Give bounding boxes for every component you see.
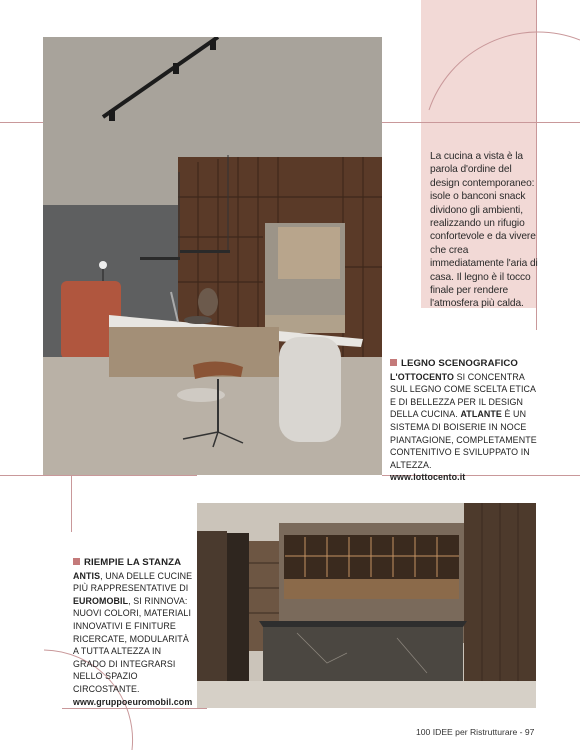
rule-top-left [0,122,43,123]
kitchen-euromobil-photo [197,503,536,708]
product-name: ANTIS [73,570,101,581]
intro-text: La cucina a vista è la parola d'ordine del design contemporaneo: isole o banconi snack dividono gli ambienti, realizzando un rifugio confortevole e da vivere che crea immediatamente l'aria di casa. Il legno è il tocco finale per rendere l'atmosfera più calda. [430,151,538,310]
accent-square [390,359,397,366]
caption-lottocento: LEGNO SCENOGRAFICO L'OTTOCENTO SI CONCENTRA SUL LEGNO COME SCELTA ETICA E DI BELLEZZA PER IL DESIGN DELLA CUCINA. ATLANTE È UN SISTEMA DI BOISERIE IN NOCE PIANTAGIONE, COMPLETAMENTE CONTENITIVO E SVILUPPATO IN ALTEZZA. www.lottocento.it [390,358,540,484]
brand-name: L'OTTOCENTO [390,371,455,382]
kitchen-island-photo [43,37,382,475]
product-name: ATLANTE [460,409,502,420]
rule-mid-left [0,475,197,476]
website-link[interactable]: www.gruppoeuromobil.com [73,696,193,707]
caption-euromobil: RIEMPIE LA STANZA ANTIS, UNA DELLE CUCINE PIÙ RAPPRESENTATIVE DI EUROMOBIL, SI RINNOVA: NUOVI COLORI, MATERIALI INNOVATIVI E FINITURE RICERCATE, MODULARITÀ A TUTTA ALTEZZA IN GRADO DI INTEGRARSI NELLO SPAZIO CIRCOSTANTE. www.gruppoeuromobil.com [73,557,195,708]
caption-heading: LEGNO SCENOGRAFICO [390,358,540,371]
website-link[interactable]: www.lottocento.it [390,472,466,483]
rule-vertical-left [71,475,72,532]
page-folio: 100 IDEE per Ristrutturare - 97 [416,727,535,737]
accent-square [73,558,80,565]
caption-heading: RIEMPIE LA STANZA [73,557,195,570]
brand-name: EUROMOBIL [73,595,129,606]
